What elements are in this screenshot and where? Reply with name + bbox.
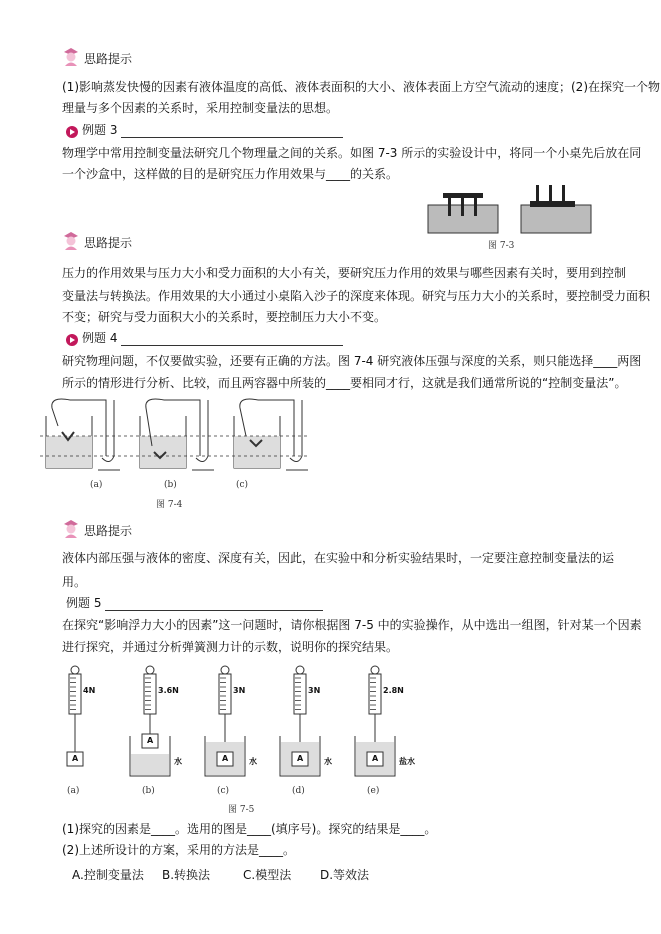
example-title: 例题 5: [66, 596, 102, 610]
option-b[interactable]: B.转换法: [162, 868, 211, 882]
paragraph-line: 一个沙盒中，这样做的目的是研究压力作用效果与____的关系。: [62, 167, 399, 181]
spring-scale: [369, 674, 381, 714]
header-rule: [105, 609, 323, 611]
figure-caption: 图 7-3: [488, 241, 515, 251]
option-d[interactable]: D.等效法: [320, 868, 370, 882]
figure-7-5: [55, 664, 440, 784]
table-leg: [549, 185, 552, 201]
table-leg: [474, 198, 477, 216]
student-avatar-icon: [62, 46, 80, 66]
scale-reading: 4N: [83, 686, 96, 695]
block-label: A: [297, 754, 304, 763]
example-5-header: [66, 594, 323, 611]
hint-header-1: [62, 44, 132, 67]
block-label: A: [147, 736, 154, 745]
paragraph-line: (1)影响蒸发快慢的因素有液体温度的高低、液体表面积的大小、液体表面上方空气流动的速度；(2)在探究一个物: [62, 80, 661, 94]
example-4-header: [66, 329, 343, 346]
paragraph-line: 理量与多个因素的关系时，采用控制变量法的思想。: [62, 101, 339, 115]
example-title: 例题 4: [82, 331, 118, 345]
example-title: 例题 3: [82, 123, 118, 137]
figure-sub-label: (c): [217, 786, 230, 796]
spring-scale: [144, 674, 156, 714]
scale-reading: 3N: [308, 686, 321, 695]
scale-hook: [146, 666, 154, 674]
student-avatar-icon: [62, 518, 80, 538]
student-avatar-icon: [62, 230, 80, 250]
hint-label: 思路提示: [84, 236, 133, 250]
block-label: A: [372, 754, 379, 763]
sandbox-right: [521, 205, 591, 233]
scale-hook: [296, 666, 304, 674]
block-label: A: [222, 754, 229, 763]
liquid-label: 水: [324, 757, 332, 766]
block-label: A: [72, 754, 79, 763]
figure-caption: 图 7-4: [156, 500, 183, 510]
paragraph-line: 变量法与转换法。作用效果的大小通过小桌陷入沙子的深度来体现。研究与压力大小的关系时，要控制受力面积: [62, 289, 651, 303]
option-c[interactable]: C.模型法: [243, 868, 292, 882]
hint-header-2: [62, 228, 132, 251]
paragraph-line: 压力的作用效果与压力大小和受力面积的大小有关，要研究压力作用的效果与哪些因素有关时，要用到控制: [62, 266, 627, 280]
header-rule: [121, 344, 343, 346]
paragraph-line: 液体内部压强与液体的密度、深度有关，因此，在实验中和分析实验结果时，一定要注意控制变量法的运: [62, 551, 615, 565]
beaker-a: [46, 399, 120, 470]
hint-header-3: [62, 516, 132, 539]
table-top-left: [443, 193, 483, 198]
figure-sub-label: (a): [67, 786, 80, 796]
liquid-label: 盐水: [399, 757, 415, 766]
scale-reading: 2.8N: [383, 686, 404, 695]
play-icon: [66, 334, 78, 346]
table-leg: [448, 198, 451, 216]
play-icon: [66, 126, 78, 138]
question-1: (1)探究的因素是____。选用的图是____(填序号)。探究的结果是____。: [62, 822, 437, 836]
spring-scale: [294, 674, 306, 714]
hint-label: 思路提示: [84, 52, 133, 66]
scale-hook: [71, 666, 79, 674]
paragraph-line: 不变；研究与受力面积大小的关系时，要控制压力大小不变。: [62, 310, 387, 324]
table-top-right: [530, 201, 575, 207]
paragraph-line: 研究物理问题，不仅要做实验，还要有正确的方法。图 7-4 研究液体压强与深度的关系，则只能选择____两图: [62, 354, 642, 368]
example-3-header: [66, 121, 343, 138]
question-2: (2)上述所设计的方案，采用的方法是____。: [62, 843, 295, 857]
figure-caption: 图 7-5: [228, 805, 255, 815]
table-leg: [562, 185, 565, 201]
header-rule: [121, 136, 343, 138]
figure-sub-label: (b): [164, 480, 177, 490]
figure-sub-label: (b): [142, 786, 155, 796]
table-leg: [536, 185, 539, 201]
liquid: [131, 754, 169, 775]
beaker-c: [234, 399, 308, 470]
liquid-label: 水: [249, 757, 257, 766]
figure-sub-label: (c): [236, 480, 249, 490]
figure-sub-label: (e): [367, 786, 380, 796]
scale-reading: 3N: [233, 686, 246, 695]
spring-scale: [219, 674, 231, 714]
scale-reading: 3.6N: [158, 686, 179, 695]
option-a[interactable]: A.控制变量法: [72, 868, 144, 882]
paragraph-line: 在探究“影响浮力大小的因素”这一问题时，请你根据图 7-5 中的实验操作，从中选出一组图，针对某一个因素: [62, 618, 642, 632]
scale-hook: [221, 666, 229, 674]
figure-sub-label: (d): [292, 786, 305, 796]
paragraph-line: 用。: [62, 575, 87, 589]
figure-7-3: [425, 183, 597, 235]
spring-scale: [69, 674, 81, 714]
hint-label: 思路提示: [84, 524, 133, 538]
liquid-label: 水: [174, 757, 182, 766]
scale-hook: [371, 666, 379, 674]
table-leg: [461, 198, 464, 216]
paragraph-line: 进行探究，并通过分析弹簧测力计的示数，说明你的探究结果。: [62, 640, 399, 654]
figure-7-4: [40, 396, 310, 478]
beaker-b: [140, 399, 214, 470]
figure-sub-label: (a): [90, 480, 103, 490]
paragraph-line: 所示的情形进行分析、比较，而且两容器中所装的____要相同才行，这就是我们通常所说的“控制变量法”。: [62, 376, 627, 390]
paragraph-line: 物理学中常用控制变量法研究几个物理量之间的关系。如图 7-3 所示的实验设计中，将同一个小桌先后放在同: [62, 146, 642, 160]
